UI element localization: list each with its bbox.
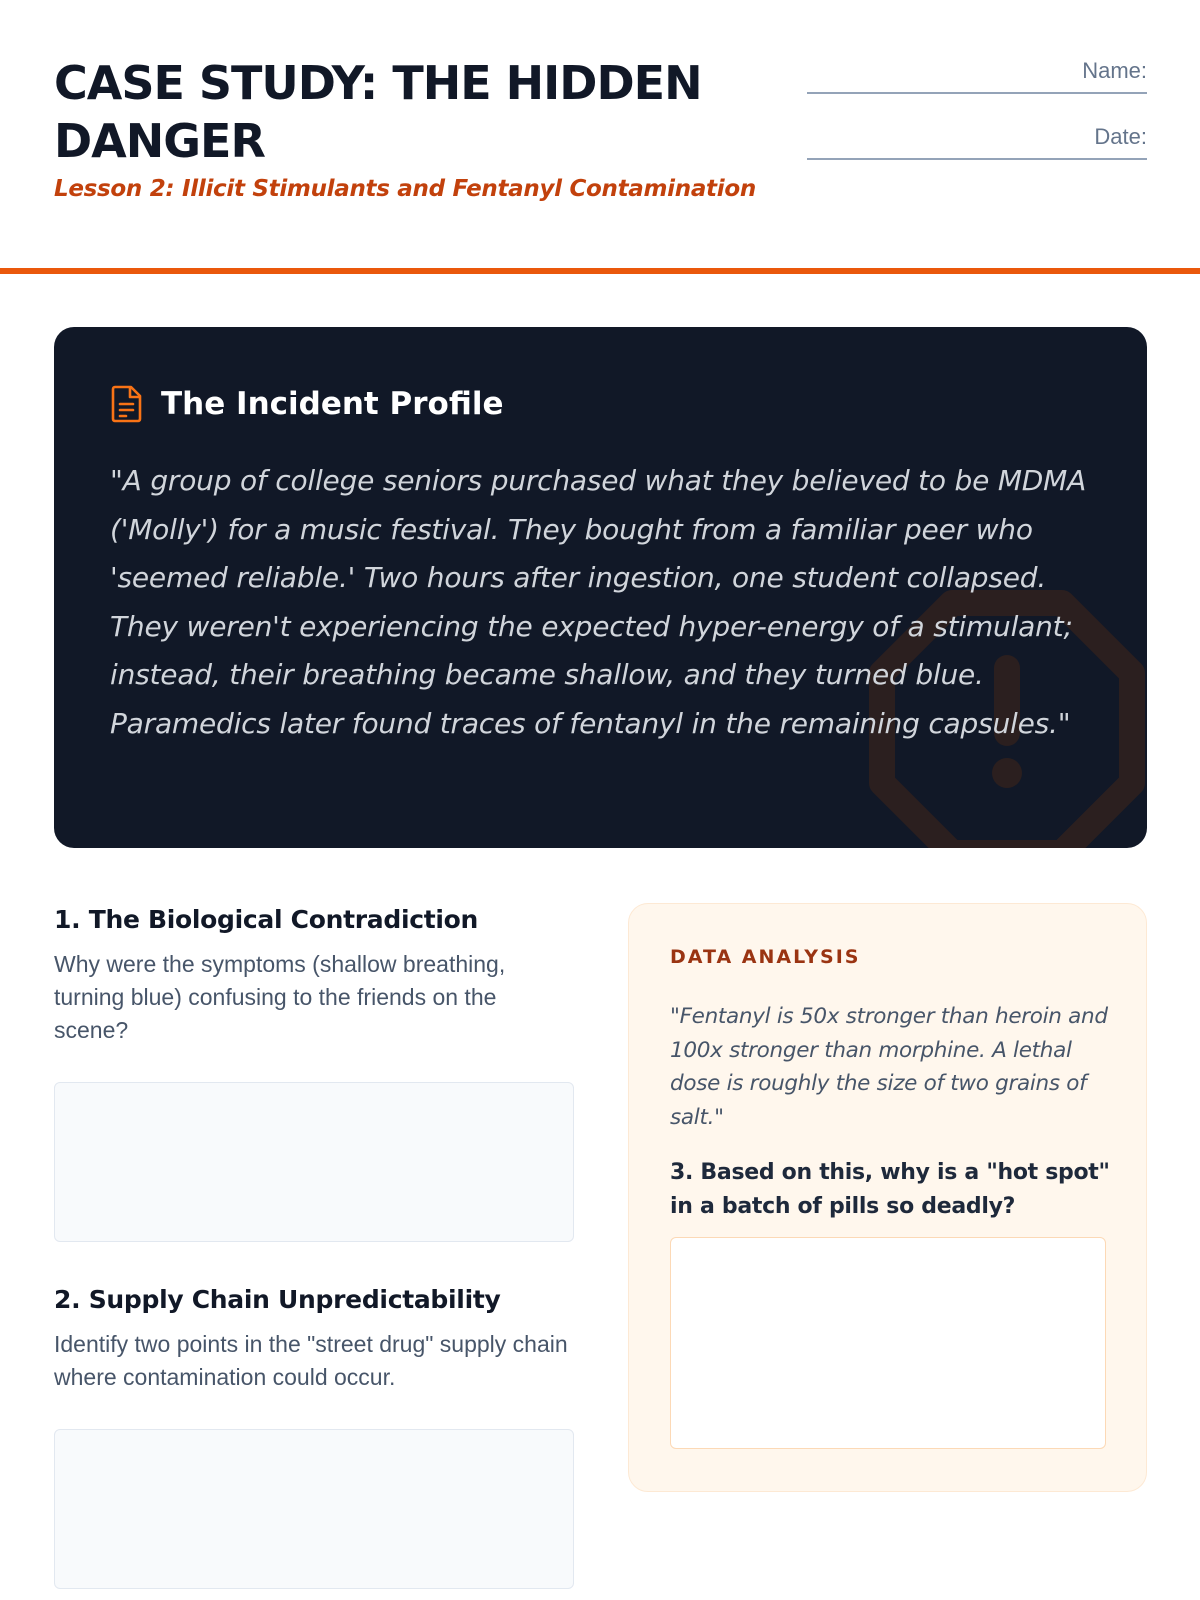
data-analysis-quote: "Fentanyl is 50x stronger than heroin and 100x stronger than morphine. A lethal dose is roughly the size of two grains of salt." bbox=[670, 1004, 1108, 1130]
name-write-line[interactable] bbox=[807, 92, 1147, 94]
document-icon bbox=[111, 385, 143, 423]
question-1-prompt: Why were the symptoms (shallow breathing, turning blue) confusing to the friends on the scene? bbox=[54, 951, 506, 1043]
question-2-title: 2. Supply Chain Unpredictability bbox=[54, 1285, 501, 1314]
worksheet-header bbox=[54, 50, 1147, 220]
header-divider bbox=[0, 268, 1200, 274]
incident-header bbox=[111, 385, 503, 423]
question-2-prompt: Identify two points in the "street drug" supply chain where contamination could occur. bbox=[54, 1331, 568, 1390]
date-field[interactable] bbox=[807, 124, 1147, 160]
page-title: CASE STUDY: THE HIDDEN DANGER bbox=[54, 56, 702, 168]
lesson-subtitle: Lesson 2: Illicit Stimulants and Fentanyl Contamination bbox=[54, 176, 756, 202]
date-write-line[interactable] bbox=[807, 158, 1147, 160]
data-analysis-label: DATA ANALYSIS bbox=[670, 946, 861, 968]
answer-box-1[interactable] bbox=[54, 1082, 574, 1242]
date-label: Date: bbox=[1094, 124, 1147, 149]
name-label: Name: bbox=[1082, 58, 1147, 83]
question-3-prompt: 3. Based on this, why is a "hot spot" in a batch of pills so deadly? bbox=[670, 1160, 1110, 1219]
question-2 bbox=[54, 1285, 574, 1394]
answer-box-3[interactable] bbox=[670, 1237, 1106, 1449]
incident-profile-card bbox=[54, 327, 1147, 848]
question-1 bbox=[54, 905, 574, 1047]
incident-title: The Incident Profile bbox=[161, 386, 504, 422]
incident-quote: "A group of college seniors purchased what they believed to be MDMA ('Molly') for a music festival. They bought from a familiar peer who 'seemed reliable.' Two hours after ingestion, one student collapsed. They weren't experiencing the expected hyper-energy of a stimulant; instead, their breathing became shallow, and they turned blue. Paramedics later found traces of fentanyl in the remaining capsules." bbox=[110, 464, 1087, 740]
answer-box-2[interactable] bbox=[54, 1429, 574, 1589]
name-field[interactable] bbox=[807, 58, 1147, 94]
data-analysis-card bbox=[628, 903, 1147, 1492]
question-1-title: 1. The Biological Contradiction bbox=[54, 905, 479, 934]
